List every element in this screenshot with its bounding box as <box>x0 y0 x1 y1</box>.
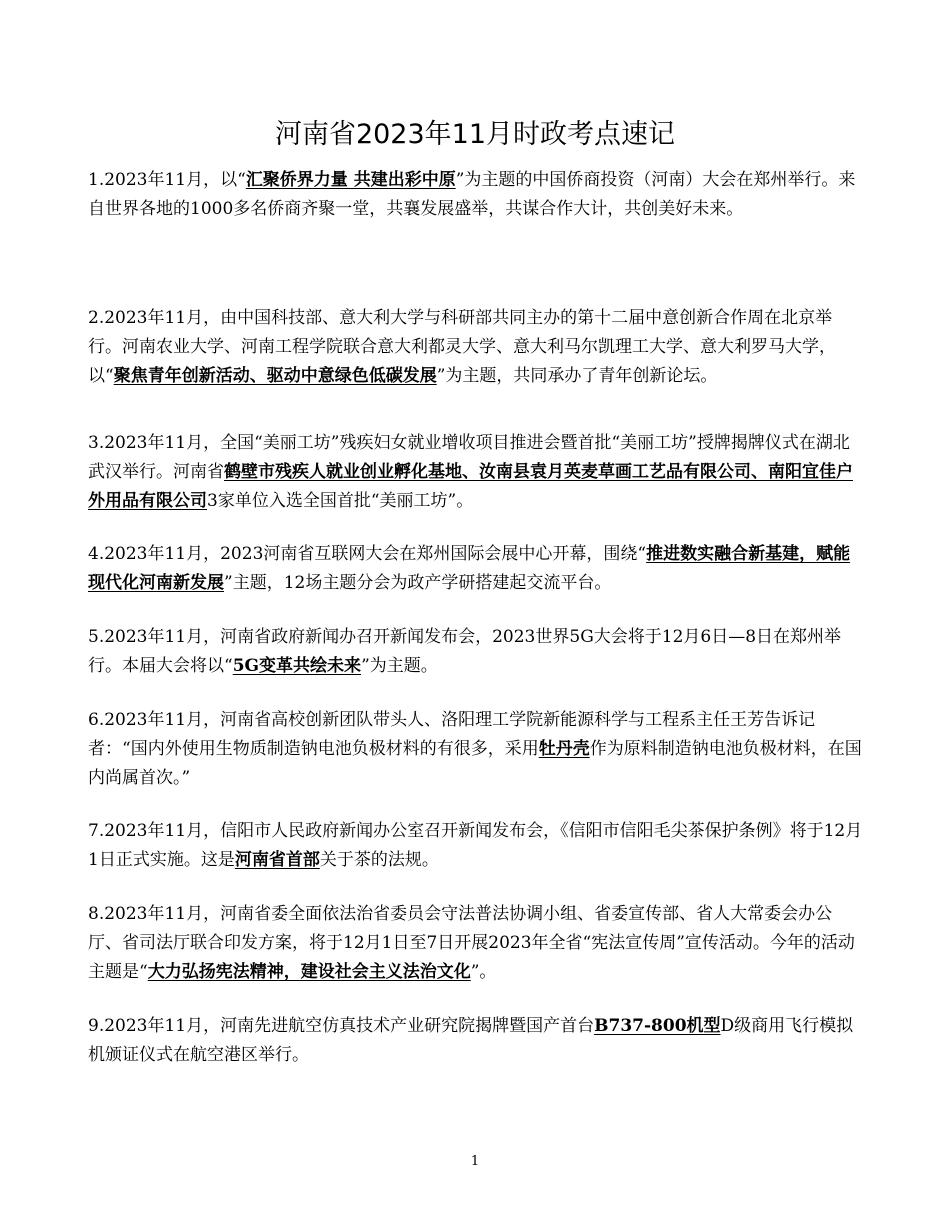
item-text-post: D级商用飞行模拟机颁证仪式在航空港区举行。 <box>88 1016 854 1065</box>
item-keypoint: 大力弘扬宪法精神，建设社会主义法治文化 <box>147 962 471 982</box>
item-text-pre: 3.2023年11月，全国“美丽工坊”残疾妇女就业增收项目推进会暨首批“美丽工坊”授牌揭牌仪式在湖北武汉举行。河南省 <box>88 433 850 482</box>
item-text-pre: 5.2023年11月，河南省政府新闻办召开新闻发布会，2023世界5G大会将于12月6日—8日在郑州举行。本届大会将以“ <box>88 627 842 676</box>
list-item-8 <box>88 900 863 987</box>
item-keypoint: 聚焦青年创新活动、驱动中意绿色低碳发展 <box>113 366 437 386</box>
page-number: 1 <box>470 1154 480 1169</box>
list-item-3 <box>88 429 863 516</box>
item-text-post: ”为主题。 <box>361 656 438 676</box>
item-text-post: ”主题，12场主题分会为政产学研搭建起交流平台。 <box>224 573 612 593</box>
item-text-pre: 4.2023年11月，2023河南省互联网大会在郑州国际会展中心开幕，围绕“ <box>88 544 647 564</box>
item-text-post: ”为主题的中国侨商投资（河南）大会在郑州举行。来自世界各地的1000多名侨商齐聚一堂，共襄发展盛举，共谋合作大计，共创美好未来。 <box>88 170 856 219</box>
list-item-9 <box>88 1012 863 1070</box>
list-item-2 <box>88 304 863 391</box>
item-keypoint: 推进数实融合新基建，赋能现代化河南新发展 <box>88 544 851 593</box>
list-item-4 <box>88 540 863 598</box>
item-keypoint: 5G变革共绘未来 <box>232 656 362 676</box>
item-keypoint: B737-800机型 <box>594 1016 721 1036</box>
page-title: 河南省2023年11月时政考点速记 <box>274 119 676 150</box>
item-text-pre: 6.2023年11月，河南省高校创新团队带头人、洛阳理工学院新能源科学与工程系主任王芳告诉记者：“国内外使用生物质制造钠电池负极材料的有很多，采用 <box>88 710 816 759</box>
item-keypoint: 牡丹壳 <box>538 739 590 759</box>
list-item-5 <box>88 623 863 681</box>
item-text-pre: 8.2023年11月，河南省委全面依法治省委员会守法普法协调小组、省委宣传部、省人大常委会办公厅、省司法厅联合印发方案，将于12月1日至7日开展2023年全省“宪法宣传周”宣传活动。今年的活动主题是“ <box>88 904 855 982</box>
item-keypoint: 汇聚侨界力量 共建出彩中原 <box>245 170 456 190</box>
list-item-6 <box>88 706 863 793</box>
item-text-post: ”为主题，共同承办了青年创新论坛。 <box>436 366 718 386</box>
list-item-7 <box>88 817 863 875</box>
item-text-post: 3家单位入选全国首批“美丽工坊”。 <box>207 491 474 511</box>
item-text-pre: 9.2023年11月，河南先进航空仿真技术产业研究院揭牌暨国产首台 <box>88 1016 595 1036</box>
item-text-post: 关于茶的法规。 <box>319 850 439 870</box>
item-keypoint: 鹤壁市残疾人就业创业孵化基地、汝南县袁月英麦草画工艺品有限公司、南阳宜佳户外用品有限公司 <box>88 462 853 511</box>
item-text-post: ”。 <box>470 962 497 982</box>
item-text-pre: 1.2023年11月，以“ <box>88 170 246 190</box>
item-text-pre: 2.2023年11月，由中国科技部、意大利大学与科研部共同主办的第十二届中意创新合作周在北京举行。河南农业大学、河南工程学院联合意大利都灵大学、意大利马尔凯理工大学、意大利罗马大学，以“ <box>88 308 836 386</box>
item-text-pre: 7.2023年11月，信阳市人民政府新闻办公室召开新闻发布会，《信阳市信阳毛尖茶保护条例》将于12月1日正式实施。这是 <box>88 821 863 870</box>
item-keypoint: 河南省首部 <box>234 850 320 870</box>
list-item-1 <box>88 166 863 224</box>
item-text-post: 作为原料制造钠电池负极材料，在国内尚属首次。” <box>88 739 862 788</box>
